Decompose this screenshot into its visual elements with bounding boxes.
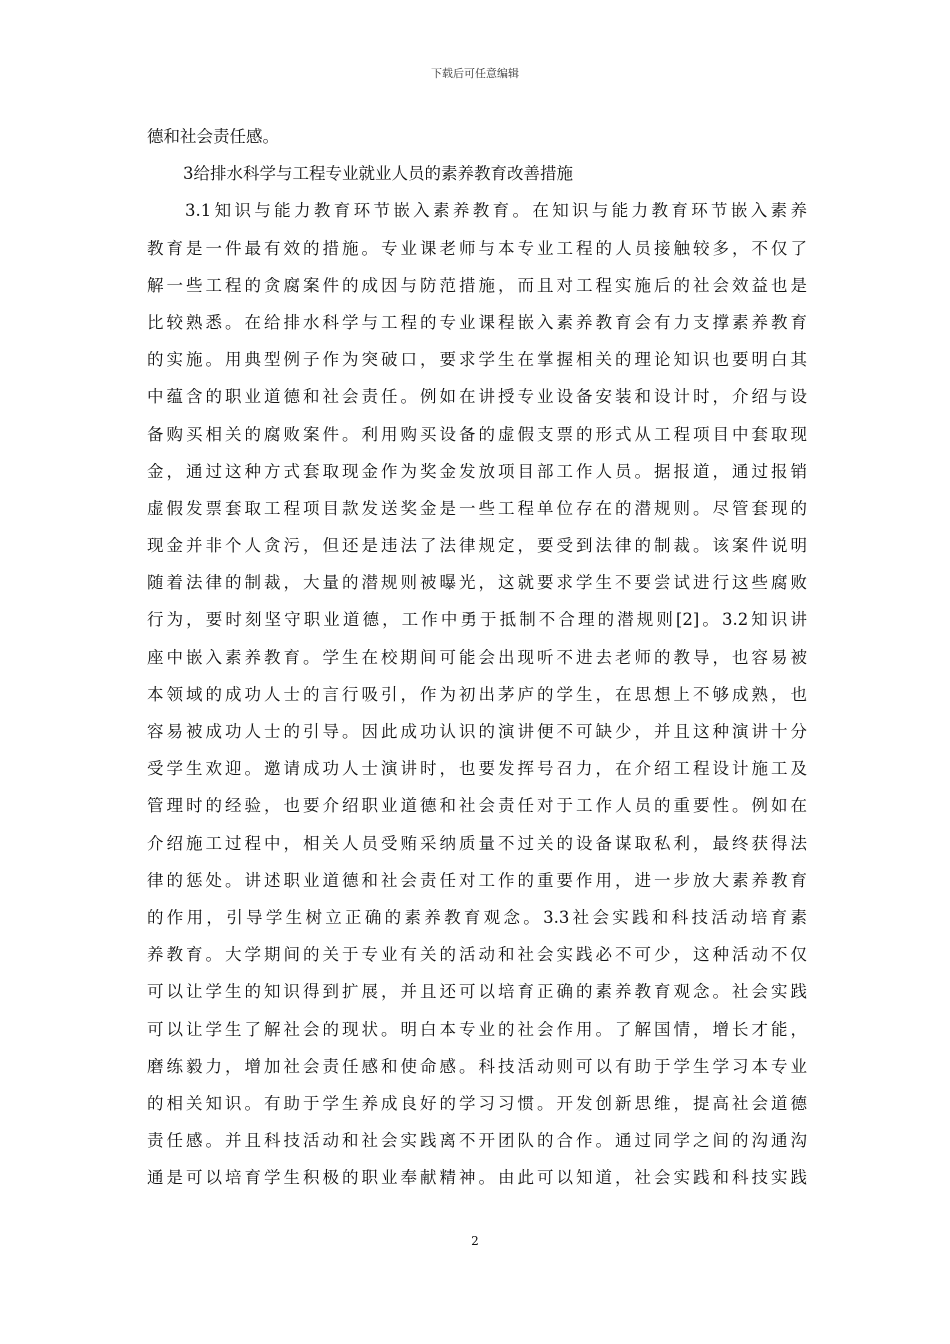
body-line: 金，通过这种方式套取现金作为奖金发放项目部工作人员。据报道，通过报销 (147, 461, 807, 481)
body-line: 养教育。大学期间的关于专业有关的活动和社会实践必不可少，这种活动不仅 (147, 945, 807, 965)
body-line: 座中嵌入素养教育。学生在校期间可能会出现听不进去老师的教导，也容易被 (147, 647, 807, 667)
body-line: 行为，要时刻坚守职业道德，工作中勇于抵制不合理的潜规则[2]。3.2知识讲 (147, 610, 807, 630)
body-line: 责任感。并且科技活动和社会实践离不开团队的合作。通过同学之间的沟通沟 (147, 1131, 807, 1151)
page-header: 下载后可任意编辑 (431, 67, 519, 80)
body-line: 的相关知识。有助于学生养成良好的学习习惯。开发创新思维，提高社会道德 (147, 1093, 807, 1113)
page-number: 2 (471, 1234, 479, 1248)
body-line: 随着法律的制裁，大量的潜规则被曝光，这就要求学生不要尝试进行这些腐败 (147, 573, 807, 593)
body-line: 磨练毅力，增加社会责任感和使命感。科技活动则可以有助于学生学习本专业 (147, 1056, 807, 1076)
document-body (147, 118, 807, 1196)
body-line: 律的惩处。讲述职业道德和社会责任对工作的重要作用，进一步放大素养教育 (147, 870, 807, 890)
body-line: 通是可以培育学生积极的职业奉献精神。由此可以知道，社会实践和科技实践 (147, 1168, 807, 1188)
body-line: 可以让学生了解社会的现状。明白本专业的社会作用。了解国情，增长才能， (147, 1019, 807, 1039)
body-line: 的作用，引导学生树立正确的素养教育观念。3.3社会实践和科技活动培育素 (147, 907, 807, 927)
body-line: 的实施。用典型例子作为突破口，要求学生在掌握相关的理论知识也要明白其 (147, 350, 807, 370)
body-line: 3.1知识与能力教育环节嵌入素养教育。在知识与能力教育环节嵌入素养 (185, 201, 807, 221)
body-line: 受学生欢迎。邀请成功人士演讲时，也要发挥号召力，在介绍工程设计施工及 (147, 759, 807, 779)
body-line: 中蕴含的职业道德和社会责任。例如在讲授专业设备安装和设计时，介绍与设 (147, 387, 807, 407)
body-line: 解一些工程的贪腐案件的成因与防范措施，而且对工程实施后的社会效益也是 (147, 275, 807, 295)
body-line: 管理时的经验，也要介绍职业道德和社会责任对于工作人员的重要性。例如在 (147, 796, 807, 816)
body-line: 德和社会责任感。 (147, 127, 279, 146)
body-line: 本领域的成功人士的言行吸引，作为初出茅庐的学生，在思想上不够成熟，也 (147, 684, 807, 704)
body-line: 虚假发票套取工程项目款发送奖金是一些工程单位存在的潜规则。尽管套现的 (147, 498, 807, 518)
section-heading: 3给排水科学与工程专业就业人员的素养教育改善措施 (183, 164, 573, 184)
body-line: 备购买相关的腐败案件。利用购买设备的虚假支票的形式从工程项目中套取现 (147, 424, 807, 444)
body-line: 容易被成功人士的引导。因此成功认识的演讲便不可缺少，并且这种演讲十分 (147, 722, 807, 741)
body-line: 教育是一件最有效的措施。专业课老师与本专业工程的人员接触较多，不仅了 (147, 238, 807, 258)
body-line: 可以让学生的知识得到扩展，并且还可以培育正确的素养教育观念。社会实践 (147, 982, 807, 1002)
body-line: 现金并非个人贪污，但还是违法了法律规定，要受到法律的制裁。该案件说明 (147, 536, 807, 556)
body-line: 比较熟悉。在给排水科学与工程的专业课程嵌入素养教育会有力支撑素养教育 (147, 312, 807, 332)
body-line: 介绍施工过程中，相关人员受贿采纳质量不过关的设备谋取私利，最终获得法 (147, 833, 807, 853)
